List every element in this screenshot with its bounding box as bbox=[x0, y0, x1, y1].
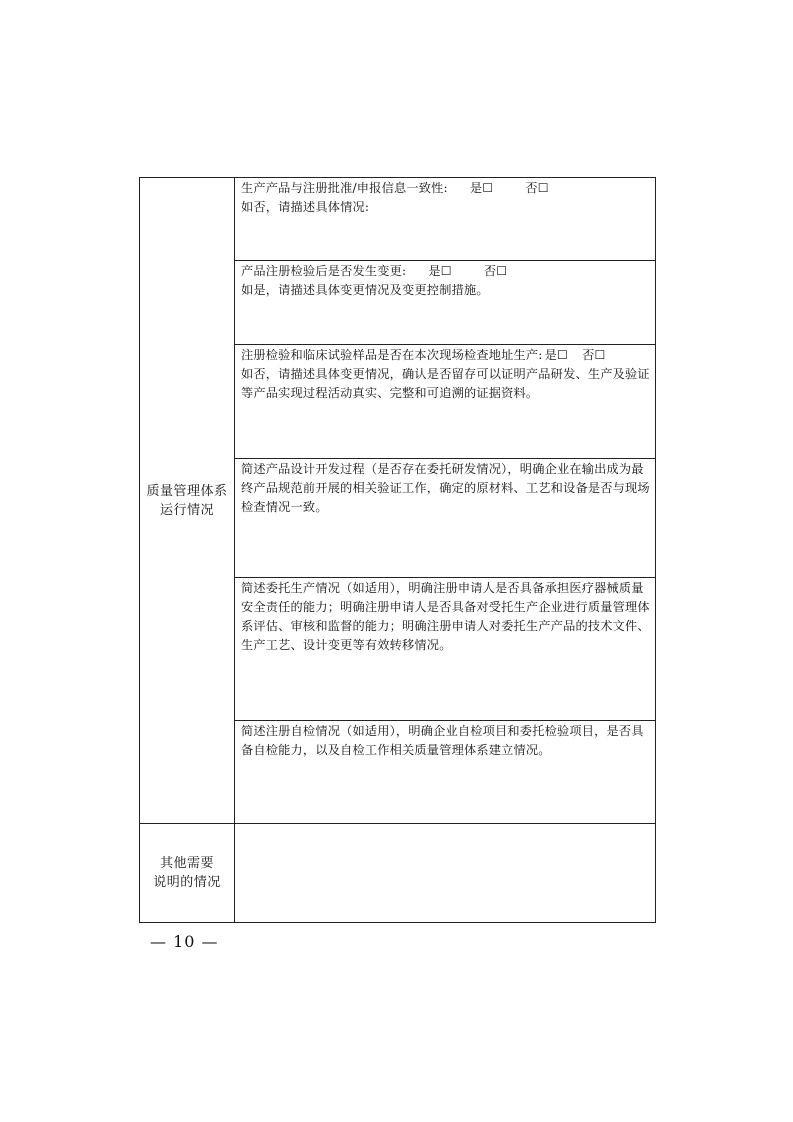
no-checkbox[interactable]: 否☐ bbox=[483, 264, 508, 278]
form-row bbox=[140, 178, 656, 261]
question-line bbox=[241, 179, 650, 198]
consistency-cell bbox=[235, 178, 656, 261]
section-label-line: 说明的情况 bbox=[153, 875, 221, 890]
no-checkbox[interactable]: 否☐ bbox=[525, 181, 549, 195]
question-text: 注册检验和临床试验样品是否在本次现场检查地址生产: bbox=[241, 348, 543, 362]
yes-checkbox[interactable]: 是☐ bbox=[544, 348, 569, 362]
followup-text: 如否，请描述具体变更情况，确认是否留存可以证明产品研发、生产及验证等产品实现过程活动真实、完整和可追溯的证据资料。 bbox=[241, 367, 650, 400]
description-text: 简述注册自检情况（如适用），明确企业自检项目和委托检验项目，是否具备自检能力，以及自检工作相关质量管理体系建立情况。 bbox=[241, 724, 644, 757]
no-checkbox[interactable]: 否☐ bbox=[582, 348, 606, 362]
self-test-cell bbox=[235, 721, 656, 824]
question-line bbox=[241, 346, 650, 365]
followup-text: 如是，请描述具体变更情况及变更控制措施。 bbox=[241, 283, 489, 297]
form-row bbox=[140, 824, 656, 923]
section-label-line: 运行情况 bbox=[159, 502, 214, 518]
page-number: — 10 — bbox=[150, 932, 219, 951]
section-label-other bbox=[140, 824, 235, 923]
design-development-cell bbox=[235, 459, 656, 578]
yes-checkbox[interactable]: 是☐ bbox=[469, 181, 494, 195]
question-text: 产品注册检验后是否发生变更: bbox=[241, 264, 407, 278]
followup-text: 如否，请描述具体情况: bbox=[241, 200, 370, 214]
question-text: 生产产品与注册批准/申报信息一致性: bbox=[241, 181, 448, 195]
section-label-line: 质量管理体系 bbox=[146, 483, 228, 499]
description-text: 简述委托生产情况（如适用），明确注册申请人是否具备承担医疗器械质量安全责任的能力；明确注册申请人是否具备对受托生产企业进行质量管理体系评估、审核和监督的能力；明确注册申请人对委托生产产品的技术文件、生产工艺、设计变更等有效转移情况。 bbox=[241, 581, 650, 652]
inspection-form-table bbox=[139, 177, 656, 923]
section-label-quality-system bbox=[140, 178, 235, 824]
question-line bbox=[241, 262, 650, 281]
sample-site-cell bbox=[235, 345, 656, 459]
section-label-line: 其他需要 bbox=[159, 856, 214, 871]
other-notes-field[interactable] bbox=[235, 824, 656, 923]
change-after-test-cell bbox=[235, 261, 656, 345]
description-text: 简述产品设计开发过程（是否存在委托研发情况），明确企业在输出成为最终产品规范前开展的相关验证工作，确定的原材料、工艺和设备是否与现场检查情况一致。 bbox=[241, 462, 650, 514]
yes-checkbox[interactable]: 是☐ bbox=[428, 264, 452, 278]
commissioned-production-cell bbox=[235, 578, 656, 721]
